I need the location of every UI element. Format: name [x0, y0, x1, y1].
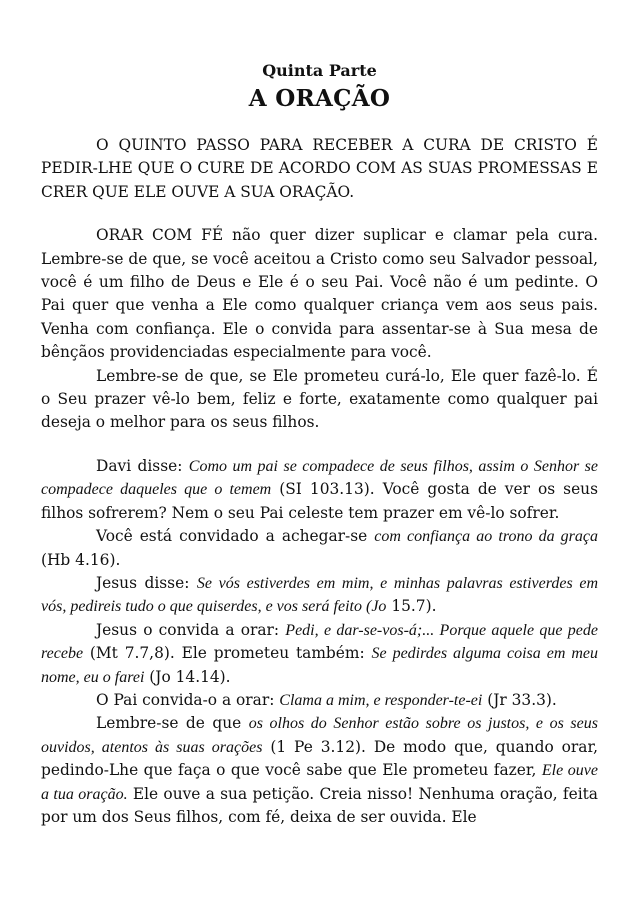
scripture-quote: Clama a mim, e responder-te-ei: [279, 691, 483, 709]
text-run: (SI 103.13). Você gosta de ver os seus filhos sofrerem? Nem o seu Pai celeste tem prazer em vê-lo sofrer.: [41, 480, 598, 522]
text-run: 15.7).: [386, 597, 437, 616]
text-run: Você está convidado a achegar-se: [96, 527, 375, 546]
text-run: Davi disse:: [96, 456, 189, 475]
text-run: Jesus o convida a orar:: [96, 620, 286, 639]
scripture-quote: Ele ouve a tua oração.: [41, 762, 598, 803]
text-run: Lembre-se de que: [96, 714, 249, 733]
scripture-quote: Como um pai se compadece de seus filhos, assim o Senhor se compadece daqueles que o temem: [41, 457, 599, 499]
paragraph-david-said: [41, 455, 598, 525]
paragraph-pray-with-faith: ORAR COM FÉ não quer dizer suplicar e clamar pela cura. Lembre-se de que, se você aceitou a Cristo como seu Salvador pessoal, você é um filho de Deus e Ele é o seu Pai. Você não é um pedinte. O Pai quer que venha a Ele como qualquer criança vem aos seus pais. Venha com confiança. Ele o convida para assentar-se à Sua mesa de bênçãos providenciadas especialmente para você.: [41, 226, 598, 362]
text-run: (Hb 4.16).: [41, 550, 121, 569]
scripture-quote: com confiança ao trono da graça: [374, 528, 599, 546]
paragraph-fifth-step: O QUINTO PASSO PARA RECEBER A CURA DE CRISTO É PEDIR-LHE QUE O CURE DE ACORDO COM AS SUAS PROMESSAS E CRER QUE ELE OUVE A SUA ORAÇÃO.: [41, 136, 598, 201]
paragraph-jesus-said: [41, 572, 598, 619]
paragraph-eyes-of-lord: [41, 712, 598, 829]
paragraph-invited: [41, 525, 598, 572]
scripture-quote: Se vós estiverdes em mim, e minhas palavras estiverdes em vós, pedireis tudo o que quiserdes, e vos será feito (Jo: [41, 574, 598, 616]
scripture-quote: Pedi, e dar-se-vos-á;... Porque aquele que pede recebe: [41, 621, 598, 663]
part-label: Quinta Parte: [262, 61, 377, 80]
paragraph-father-invites: [41, 689, 598, 712]
text-run: (1 Pe 3.12). De modo que, quando orar, pedindo-Lhe que faça o que você sabe que Ele prometeu fazer,: [41, 737, 598, 780]
scripture-quote: os olhos do Senhor estão sobre os justos, e os seus ouvidos, atentos às suas orações: [41, 715, 598, 756]
text-run: Ele ouve a sua petição. Creia nisso! Nenhuma oração, feita por um dos Seus filhos, com fé, deixa de ser ouvida. Ele: [41, 784, 598, 826]
text-run: (Mt 7.7,8). Ele prometeu também:: [83, 644, 372, 663]
text-run: Jesus disse:: [96, 573, 197, 592]
scripture-quote: Se pedirdes alguma coisa em meu nome, eu o farei: [41, 645, 599, 686]
paragraph-jesus-invites: [41, 619, 598, 689]
paragraph-he-promised: Lembre-se de que, se Ele prometeu curá-lo, Ele quer fazê-lo. É o Seu prazer vê-lo bem, feliz e forte, exatamente como qualquer pai deseja o melhor para os seus filhos.: [41, 366, 598, 432]
text-run: O Pai convida-o a orar:: [96, 690, 280, 709]
chapter-title: A ORAÇÃO: [248, 85, 391, 112]
text-run: (Jr 33.3).: [482, 690, 557, 709]
text-run: (Jo 14.14).: [144, 667, 231, 686]
